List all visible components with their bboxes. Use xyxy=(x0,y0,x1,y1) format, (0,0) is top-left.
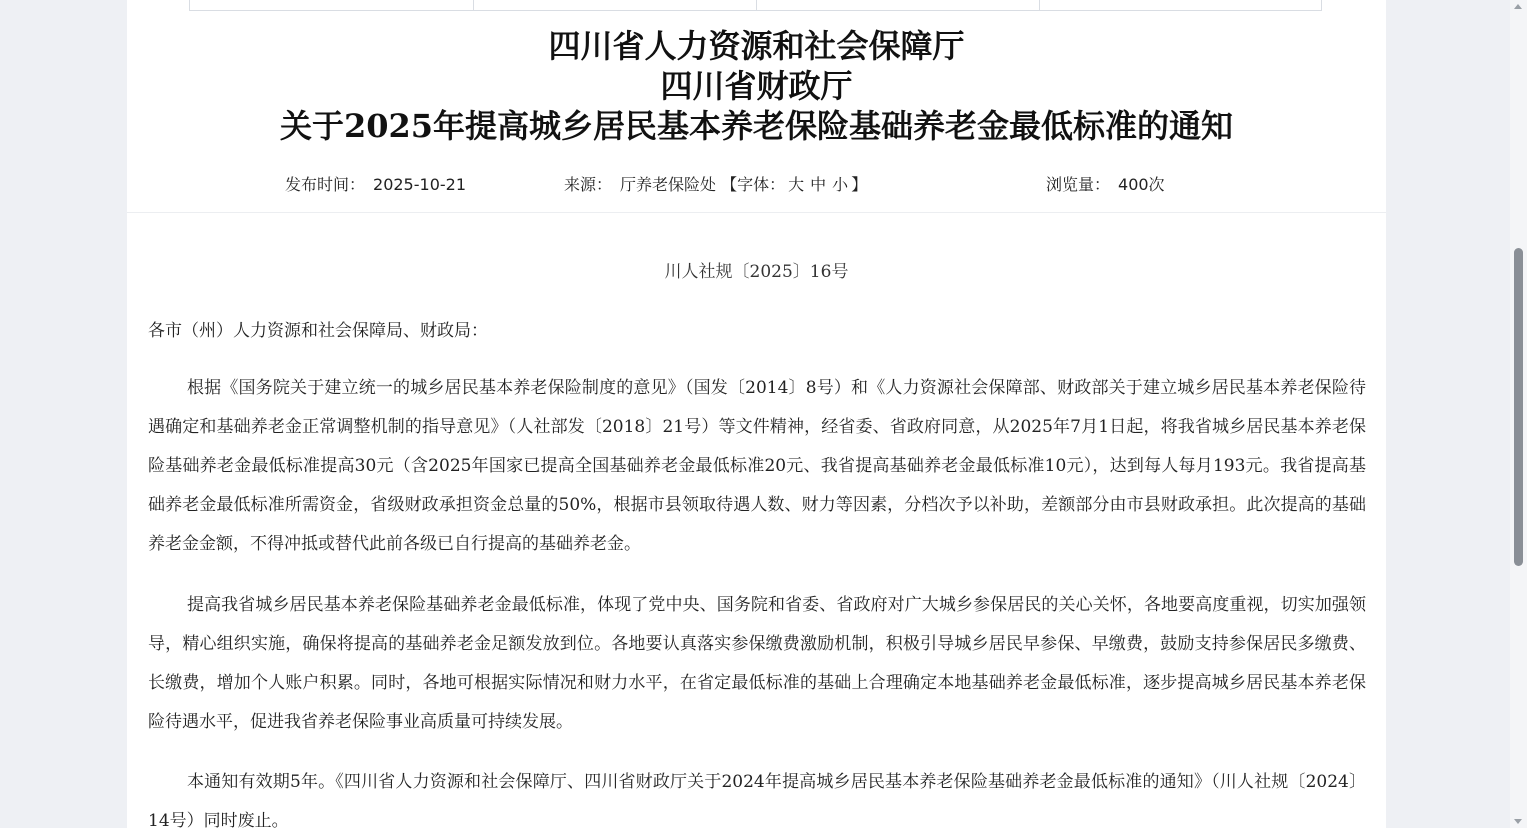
paragraph-text: 根据《国务院关于建立统一的城乡居民基本养老保险制度的意见》（国发〔2014〕8号）和《人力资源社会保障部、财政部关于建立城乡居民基本养老保险待遇确定和基础养老金正常调整机制的指导意见》（人社部发〔2018〕21号）等文件精神，经省委、省政府同意，从2025年7月1日起，将我省城乡居民基本养老保险基础养老金最低标准提高30元（含2025年国家已提高全国基础养老金最低标准20元、我省提高基础养老金最低标准10元），达到每人每月193元。我省提高基础养老金最低标准所需资金，省级财政承担资金总量的50%，根据市县领取待遇人数、财力等因素，分档次予以补助，差额部分由市县财政承担。此次提高的基础养老金金额，不得冲抵或替代此前各级已自行提高的基础养老金。 xyxy=(148,378,1366,554)
font-size-medium-button[interactable]: 中 xyxy=(810,175,827,194)
views-count: 400次 xyxy=(1118,175,1165,194)
title-line-finance: 四川省财政厅 xyxy=(660,67,853,105)
vertical-scrollbar[interactable] xyxy=(1510,0,1527,828)
source-value: 厅养老保险处 xyxy=(620,175,717,194)
font-size-large-button[interactable]: 大 xyxy=(788,175,805,194)
article-title xyxy=(127,26,1386,146)
addressee xyxy=(148,312,1366,351)
font-size-close: 】 xyxy=(851,175,868,194)
document-number: 川人社规〔2025〕16号 xyxy=(664,262,849,282)
source-info xyxy=(564,173,867,197)
body-paragraph-1 xyxy=(148,369,1366,564)
font-size-small-button[interactable]: 小 xyxy=(832,175,849,194)
body-paragraph-3 xyxy=(148,763,1366,828)
table-cell-divider xyxy=(473,0,474,11)
table-cell-divider xyxy=(1039,0,1040,11)
scroll-up-icon[interactable] xyxy=(1514,4,1522,9)
scrollbar-thumb[interactable] xyxy=(1514,248,1523,566)
table-cell-divider xyxy=(756,0,757,11)
publish-info xyxy=(285,173,466,197)
paragraph-text: 提高我省城乡居民基本养老保险基础养老金最低标准，体现了党中央、国务院和省委、省政府对广大城乡参保居民的关心关怀，各地要高度重视，切实加强领导，精心组织实施，确保将提高的基础养老金足额发放到位。各地要认真落实参保缴费激励机制，积极引导城乡居民早参保、早缴费，鼓励支持参保居民多缴费、长缴费，增加个人账户积累。同时，各地可根据实际情况和财力水平，在省定最低标准的基础上合理确定本地基础养老金最低标准，逐步提高城乡居民基本养老保险待遇水平，促进我省养老保险事业高质量可持续发展。 xyxy=(148,595,1366,732)
title-line-subject: 关于2025年提高城乡居民基本养老保险基础养老金最低标准的通知 xyxy=(279,107,1234,145)
views-info xyxy=(1046,173,1165,197)
paragraph-text: 本通知有效期5年。《四川省人力资源和社会保障厅、四川省财政厅关于2024年提高城乡居民基本养老保险基础养老金最低标准的通知》（川人社规〔2024〕14号）同时废止。 xyxy=(148,772,1366,828)
scroll-down-icon[interactable] xyxy=(1514,819,1522,824)
views-label: 浏览量： xyxy=(1046,175,1111,194)
body-paragraph-2 xyxy=(148,586,1366,742)
title-line-department: 四川省人力资源和社会保障厅 xyxy=(548,27,965,65)
info-table-bottom-edge xyxy=(189,0,1322,11)
addressee-text: 各市（州）人力资源和社会保障局、财政局： xyxy=(148,321,488,341)
header-divider xyxy=(127,212,1386,213)
publish-date: 2025-10-21 xyxy=(373,175,466,194)
font-size-open: 【字体： xyxy=(721,175,786,194)
source-label: 来源： xyxy=(564,175,613,194)
publish-label: 发布时间： xyxy=(285,175,366,194)
